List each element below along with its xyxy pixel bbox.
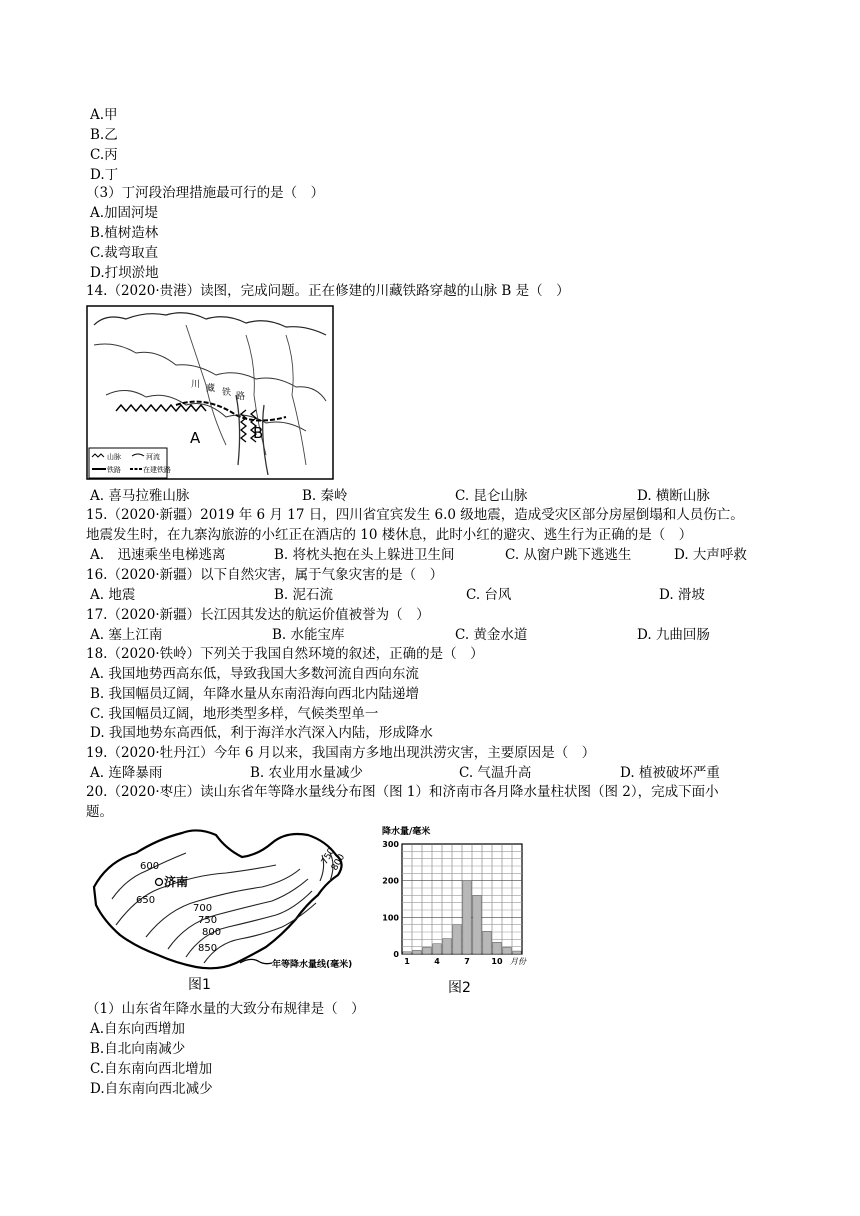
q13-sub3-option-a: A.加固河堤 bbox=[90, 205, 159, 221]
q20-figure1-map bbox=[86, 825, 376, 995]
legend-railway: 铁路 bbox=[107, 466, 121, 474]
fig1-city-label: 济南 bbox=[164, 875, 189, 889]
q19-option-b: B. 农业用水量减少 bbox=[250, 765, 364, 781]
iso-label: 850 bbox=[198, 943, 218, 954]
q17-option-b: B. 水能宝库 bbox=[272, 627, 345, 643]
chart-xtick-label: 10 bbox=[491, 957, 503, 966]
q16-option-c: C. 台风 bbox=[466, 587, 512, 603]
q14-map bbox=[86, 305, 334, 480]
q13-sub3-option-b: B.植树造林 bbox=[90, 225, 159, 241]
chart-xtick-label: 7 bbox=[464, 957, 470, 966]
map-label-b: B bbox=[253, 424, 264, 442]
legend-river: 河流 bbox=[146, 453, 160, 461]
q17-option-c: C. 黄金水道 bbox=[455, 627, 528, 643]
q13-sub2-option-d: D.丁 bbox=[90, 167, 119, 183]
iso-label: 750 bbox=[198, 915, 218, 926]
chart-ytick-label: 200 bbox=[382, 876, 399, 886]
map-label-chuan: 川 bbox=[191, 380, 201, 390]
chart-bar-3 bbox=[423, 947, 431, 954]
q19-stem: 19.（2020·牡丹江）今年 6 月以来，我国南方多地出现洪涝灾害，主要原因是（ ） bbox=[86, 745, 596, 761]
chart-bar-11 bbox=[503, 947, 511, 954]
map-label-lu: 路 bbox=[236, 392, 246, 402]
q19-option-d: D. 植被破坏严重 bbox=[620, 765, 720, 781]
chart-bar-8 bbox=[473, 895, 481, 954]
q18-option-a: A. 我国地势西高东低，导致我国大多数河流自西向东流 bbox=[90, 666, 419, 682]
q16-option-a: A. 地震 bbox=[90, 587, 136, 603]
chart-bar-12 bbox=[513, 951, 521, 954]
q15-option-b: B. 将枕头抱在头上躲进卫生间 bbox=[274, 547, 455, 563]
q17-stem: 17.（2020·新疆）长江因其发达的航运价值被誉为（ ） bbox=[86, 607, 430, 623]
chart-bar-10 bbox=[493, 942, 501, 954]
chart-xtick-label: 4 bbox=[434, 957, 440, 966]
legend-mountain: 山脉 bbox=[107, 453, 121, 461]
q13-sub2-option-a: A.甲 bbox=[90, 107, 118, 123]
fig1-legend: 年等降水量线(毫米) bbox=[272, 960, 353, 970]
q14-option-b: B. 秦岭 bbox=[302, 488, 348, 504]
q15-stem-line2: 地震发生时，在九寨沟旅游的小红正在酒店的 10 楼休息，此时小红的避灾、逃生行为正确的是（ ） bbox=[86, 527, 693, 543]
chart-xlabel: 月份 bbox=[510, 957, 526, 966]
q19-option-a: A. 连降暴雨 bbox=[90, 765, 163, 781]
chart-bar-5 bbox=[443, 939, 451, 954]
q18-option-b: B. 我国幅员辽阔，年降水量从东南沿海向西北内陆递增 bbox=[90, 686, 420, 702]
q20-sub1-option-b: B.自北向南减少 bbox=[90, 1041, 186, 1057]
q15-option-a: A. 迅速乘坐电梯逃离 bbox=[90, 547, 226, 563]
q17-option-a: A. 塞上江南 bbox=[90, 627, 163, 643]
iso-label: 650 bbox=[136, 895, 156, 906]
q18-stem: 18.（2020·铁岭）下列关于我国自然环境的叙述，正确的是（ ） bbox=[86, 646, 484, 662]
q20-figure2-chart bbox=[378, 822, 538, 1000]
legend-building-railway: 在建铁路 bbox=[143, 466, 171, 474]
q17-option-d: D. 九曲回肠 bbox=[637, 627, 710, 643]
q16-option-b: B. 泥石流 bbox=[274, 587, 334, 603]
q14-option-d: D. 横断山脉 bbox=[637, 488, 710, 504]
iso-label: 750 bbox=[319, 846, 338, 867]
q13-sub3-stem: （3）丁河段治理措施最可行的是（ ） bbox=[86, 185, 325, 201]
chart-bar-1 bbox=[403, 952, 411, 954]
q20-stem-line1: 20.（2020·枣庄）读山东省年等降水量线分布图（图 1）和济南市各月降水量柱状图（图 2），完成下面小 bbox=[86, 784, 719, 800]
q18-option-d: D. 我国地势东高西低，利于海洋水汽深入内陆，形成降水 bbox=[90, 725, 433, 741]
q13-sub2-option-b: B.乙 bbox=[90, 127, 118, 143]
chart-ytick-label: 300 bbox=[382, 840, 399, 849]
chart-bar-7 bbox=[463, 881, 471, 954]
chart-xtick-label: 1 bbox=[404, 957, 410, 966]
q14-stem: 14.（2020·贵港）读图，完成问题。正在修建的川藏铁路穿越的山脉 B 是（ ） bbox=[86, 283, 570, 299]
iso-label: 800 bbox=[202, 927, 222, 938]
chart-bar-2 bbox=[413, 950, 421, 954]
q14-option-c: C. 昆仑山脉 bbox=[455, 488, 528, 504]
map-label-zang: 藏 bbox=[206, 384, 216, 394]
chart-bar-4 bbox=[433, 944, 441, 954]
iso-label: 700 bbox=[193, 903, 213, 914]
q20-sub1-stem: （1）山东省年降水量的大致分布规律是（ ） bbox=[86, 1001, 365, 1017]
chart-ylabel: 降水量/毫米 bbox=[382, 827, 431, 837]
q13-sub3-option-c: C.裁弯取直 bbox=[90, 245, 159, 261]
q16-stem: 16.（2020·新疆）以下自然灾害，属于气象灾害的是（ ） bbox=[86, 567, 444, 583]
fig2-caption: 图2 bbox=[448, 980, 471, 996]
q15-stem-line1: 15.（2020·新疆）2019 年 6 月 17 日，四川省宜宾发生 6.0 级地震，造成受灾区部分房屋倒塌和人员伤亡。 bbox=[86, 507, 744, 523]
q15-option-d: D. 大声呼救 bbox=[674, 547, 747, 563]
q20-sub1-option-d: D.自东南向西北减少 bbox=[90, 1081, 213, 1097]
q20-sub1-option-c: C.自东南向西北增加 bbox=[90, 1061, 213, 1077]
q18-option-c: C. 我国幅员辽阔，地形类型多样，气候类型单一 bbox=[90, 706, 379, 722]
q15-option-c: C. 从窗户跳下逃逃生 bbox=[505, 547, 632, 563]
chart-bar-9 bbox=[483, 931, 491, 954]
map-label-tie: 铁 bbox=[222, 388, 232, 398]
iso-label: 600 bbox=[140, 861, 160, 872]
q19-option-c: C. 气温升高 bbox=[459, 765, 532, 781]
fig1-caption: 图1 bbox=[188, 977, 211, 993]
q20-sub1-option-a: A.自东向西增加 bbox=[90, 1021, 186, 1037]
chart-bar-6 bbox=[453, 925, 461, 954]
q13-sub3-option-d: D.打坝淤地 bbox=[90, 265, 159, 281]
q14-option-a: A. 喜马拉雅山脉 bbox=[90, 488, 190, 504]
q20-stem-line2: 题。 bbox=[86, 804, 113, 820]
chart-ytick-label: 100 bbox=[382, 913, 399, 923]
iso-label: 800 bbox=[329, 852, 348, 873]
chart-ytick-label: 0 bbox=[393, 950, 399, 959]
q16-option-d: D. 滑坡 bbox=[659, 587, 705, 603]
map-label-a: A bbox=[190, 429, 201, 447]
q13-sub2-option-c: C.丙 bbox=[90, 147, 118, 163]
